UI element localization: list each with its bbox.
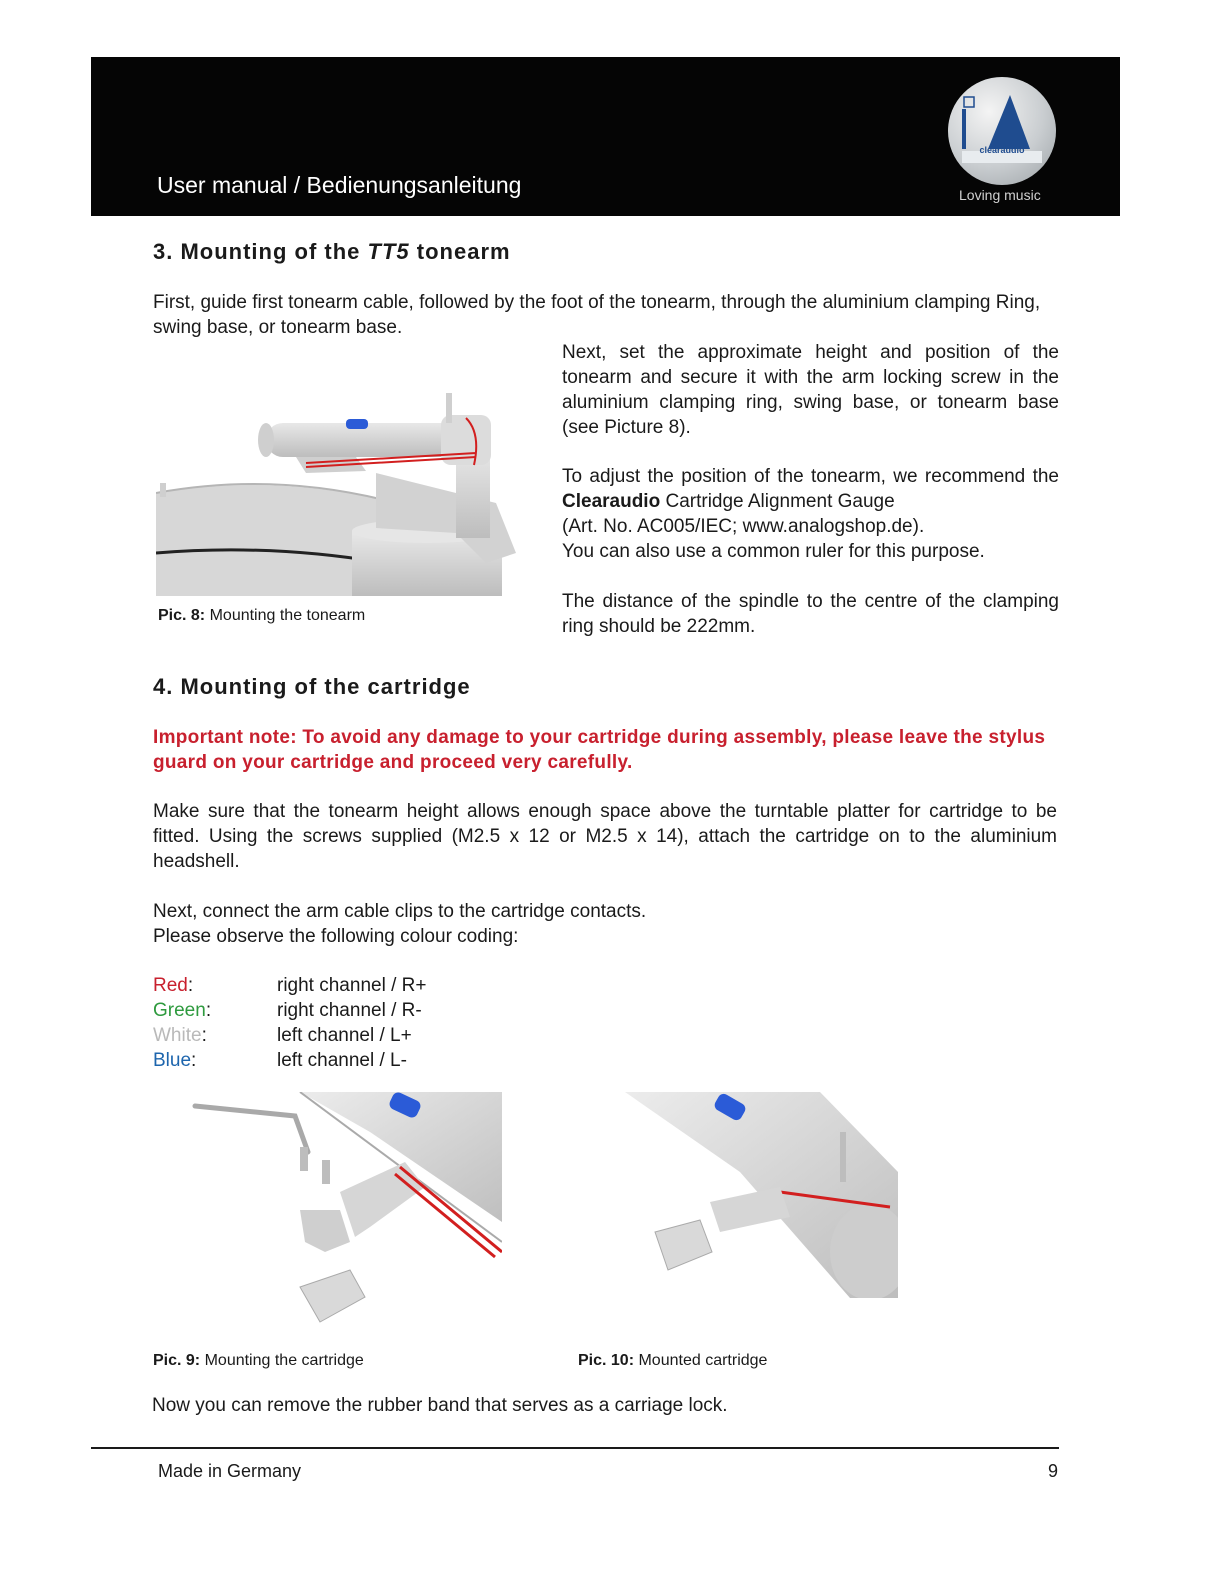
pic10-caption (578, 1352, 767, 1370)
colour-row-white: White: left channel / L+ (153, 1025, 412, 1046)
pic10-mounted-cartridge-image (620, 1092, 898, 1298)
pic8-caption-text: Mounting the tonearm (205, 607, 366, 624)
section3-para2 (562, 464, 1059, 564)
colour-name: Red (153, 975, 188, 996)
para2-line1: Next, connect the arm cable clips to the cartridge contacts. (153, 901, 647, 922)
para2-text-a: To adjust the position of the tonearm, we recommend the (562, 466, 1059, 487)
section3-para1: Next, set the approximate height and position of the tonearm and secure it with the arm locking screw in the aluminium clamping ring, swing base, or tonearm base (see Picture 8). (562, 342, 1059, 438)
para2-line1 (562, 464, 1059, 514)
tagline: Loving music (959, 187, 1041, 203)
pic9-caption (153, 1352, 364, 1370)
colour-name: Blue (153, 1050, 192, 1071)
colour-coding-list (153, 973, 653, 1073)
section4-heading: 4. Mounting of the cartridge (153, 674, 471, 699)
page-number: 9 (1048, 1461, 1059, 1481)
section3-para3: The distance of the spindle to the centre of the clamping ring should be 222mm. (562, 591, 1059, 637)
section3-intro: First, guide first tonearm cable, followed by the foot of the tonearm, through the aluminium clamping Ring, swing base, or tonearm base. (153, 292, 1041, 338)
header-band (91, 57, 1120, 216)
logo-triangle-icon (948, 77, 1056, 185)
section4-para2 (153, 899, 1057, 949)
colour-row-red: Red: right channel / R+ (153, 975, 427, 996)
colour-desc: left channel / L- (277, 1050, 407, 1071)
colour-desc: left channel / L+ (277, 1025, 412, 1046)
section4-para1: Make sure that the tonearm height allows enough space above the turntable platter for cartridge to be fitted. Using the screws supplied (M2.5 x 12 or M2.5 x 14), attach the cartridge on to the aluminium headshell. (153, 801, 1057, 872)
manual-title: User manual / Bedienungsanleitung (157, 172, 522, 198)
para2-line2: Please observe the following colour coding: (153, 926, 519, 947)
pic8-caption (158, 607, 365, 625)
colour-desc: right channel / R+ (277, 975, 427, 996)
pic9-cartridge-image (190, 1092, 502, 1342)
heading-suffix: tonearm (409, 239, 511, 264)
footer-divider (91, 1447, 1059, 1449)
colour-row-blue: Blue: left channel / L- (153, 1050, 407, 1071)
para2-brand: Clearaudio (562, 491, 661, 512)
pic8-label: Pic. 8: (158, 607, 206, 624)
footer-made-in: Made in Germany (158, 1461, 302, 1481)
colour-desc: right channel / R- (277, 1000, 422, 1021)
heading-model: TT5 (367, 239, 410, 264)
tonearm-illustration (156, 353, 548, 596)
closing-text: Now you can remove the rubber band that serves as a carriage lock. (152, 1395, 728, 1416)
pic8-tonearm-image (156, 353, 548, 596)
heading-prefix: 3. Mounting of the (153, 239, 368, 264)
pic10-label: Pic. 10: (578, 1352, 635, 1369)
pic10-caption-text: Mounted cartridge (634, 1352, 768, 1369)
logo-brand-text: clearaudio (979, 145, 1025, 155)
mounted-cartridge-illustration (620, 1092, 898, 1298)
important-note: Important note: To avoid any damage to your cartridge during assembly, please leave the stylus guard on your cartridge and proceed very carefully. (153, 727, 1046, 773)
colour-row-green: Green: right channel / R- (153, 1000, 422, 1021)
para2-text-b: Cartridge Alignment Gauge (660, 491, 895, 512)
colour-name: Green (153, 1000, 206, 1021)
colour-name: White (153, 1025, 202, 1046)
pic9-caption-text: Mounting the cartridge (200, 1352, 364, 1369)
pic9-label: Pic. 9: (153, 1352, 201, 1369)
para2-ruler-line: You can also use a common ruler for this purpose. (562, 541, 985, 562)
cartridge-mounting-illustration (190, 1092, 502, 1342)
clearaudio-logo (948, 77, 1056, 185)
para2-article-line: (Art. No. AC005/IEC; www.analogshop.de). (562, 516, 925, 537)
section3-heading (153, 239, 511, 265)
